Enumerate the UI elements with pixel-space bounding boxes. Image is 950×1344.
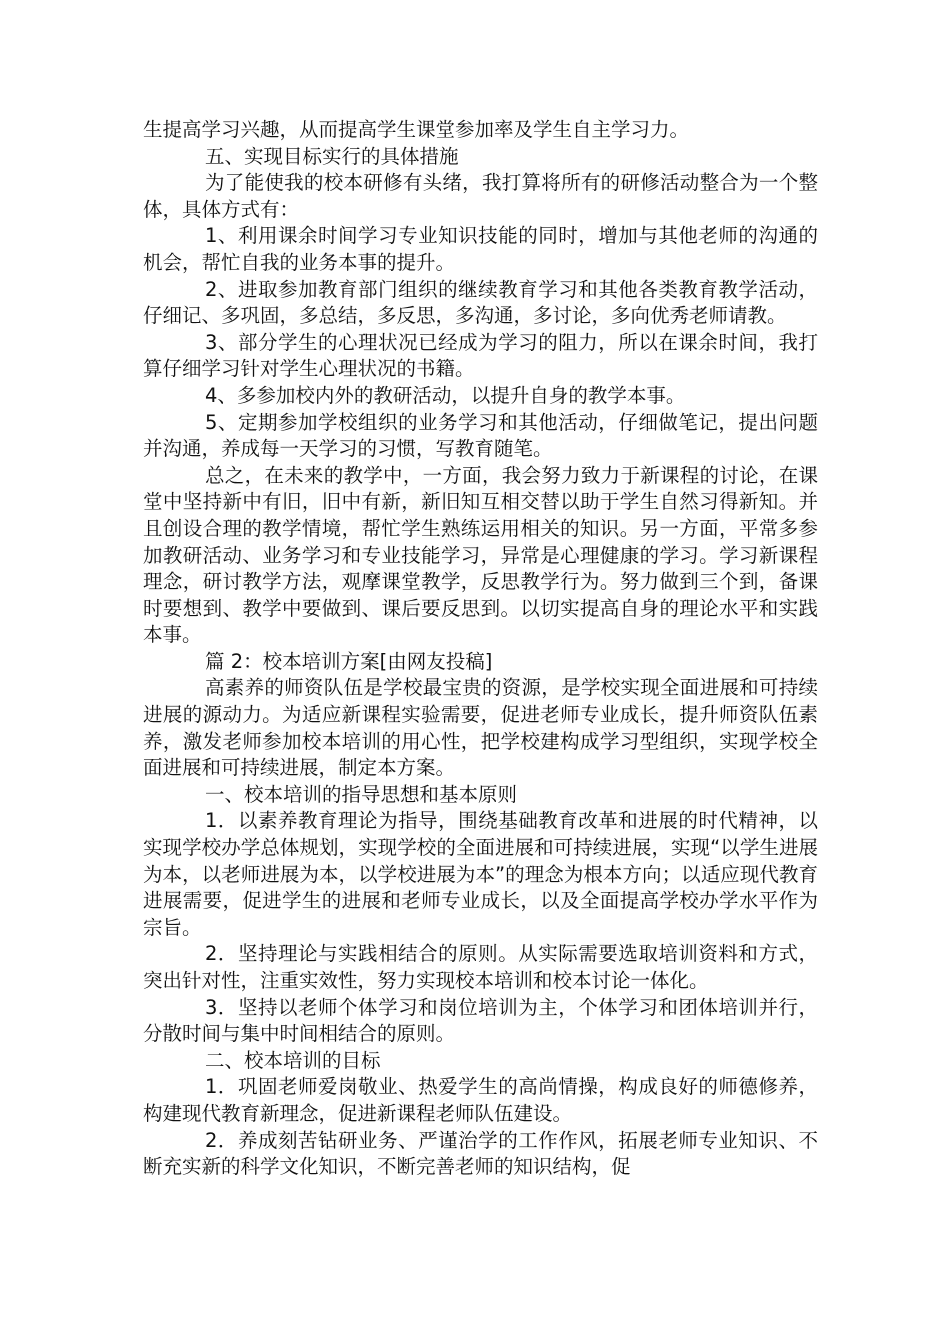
paragraph: 高素养的师资队伍是学校最宝贵的资源，是学校实现全面进展和可持续进展的源动力。为适应新课程实验需要，促进老师专业成长，提升师资队伍素养，激发老师参加校本培训的用心性，把学校建构成学习型组织，实现学校全面进展和可持续进展，制定本方案。 [143, 676, 818, 780]
paragraph: 为了能使我的校本研修有头绪，我打算将所有的研修活动整合为一个整体，具体方式有： [143, 171, 818, 221]
paragraph: 5、定期参加学校组织的业务学习和其他活动，仔细做笔记，提出问题并沟通，养成每一天学习的习惯，写教育随笔。 [143, 410, 818, 461]
paragraph: 2．坚持理论与实践相结合的原则。从实际需要选取培训资料和方式，突出针对性，注重实效性，努力实现校本培训和校本讨论一体化。 [143, 942, 818, 992]
paragraph: 总之，在未来的教学中，一方面，我会努力致力于新课程的讨论，在课堂中坚持新中有旧，旧中有新，新旧知互相交替以助于学生自然习得新知。并且创设合理的教学情境，帮忙学生熟练运用相关的知识。另一方面，平常多参加教研活动、业务学习和专业技能学习，异常是心理健康的学习。学习新课程理念，研讨教学方法，观摩课堂教学，反思教学行为。努力做到三个到，备课时要想到、教学中要做到、课后要反思到。以切实提高自身的理论水平和实践本事。 [143, 463, 818, 647]
section-heading: 五、实现目标实行的具体措施 [205, 144, 459, 168]
paragraph: 1．以素养教育理论为指导，围绕基础教育改革和进展的时代精神，以实现学校办学总体规划，实现学校的全面进展和可持续进展，实现“以学生进展为本，以老师进展为本，以学校进展为本”的理念为根本方向；以适应现代教育进展需要，促进学生的进展和老师专业成长，以及全面提高学校办学水平作为宗旨。 [143, 809, 818, 939]
paragraph: 1、利用课余时间学习专业知识技能的同时，增加与其他老师的沟通的机会，帮忙自我的业务本事的提升。 [143, 224, 818, 274]
document-body [143, 117, 818, 1181]
paragraph: 2．养成刻苦钻研业务、严谨治学的工作作风，拓展老师专业知识、不断充实新的科学文化知识，不断完善老师的知识结构，促 [143, 1128, 818, 1179]
paragraph: 生提高学习兴趣，从而提高学生课堂参加率及学生自主学习力。 [143, 118, 690, 141]
paragraph: 4、多参加校内外的教研活动，以提升自身的教学本事。 [205, 383, 686, 407]
paragraph: 3．坚持以老师个体学习和岗位培训为主，个体学习和团体培训并行，分散时间与集中时间相结合的原则。 [143, 995, 818, 1046]
paragraph: 2、进取参加教育部门组织的继续教育学习和其他各类教育教学活动，仔细记、多巩固，多总结，多反思，多沟通，多讨论，多向优秀老师请教。 [143, 277, 818, 328]
paragraph: 3、部分学生的心理状况已经成为学习的阻力，所以在课余时间，我打算仔细学习针对学生心理状况的书籍。 [143, 330, 818, 381]
section-heading: 一、校本培训的指导思想和基本原则 [205, 782, 518, 806]
section-heading: 二、校本培训的目标 [205, 1048, 381, 1072]
section-heading: 篇 2：校本培训方案[由网友投稿] [205, 649, 493, 673]
paragraph: 1．巩固老师爱岗敬业、热爱学生的高尚情操，构成良好的师德修养，构建现代教育新理念，促进新课程老师队伍建设。 [143, 1075, 818, 1125]
